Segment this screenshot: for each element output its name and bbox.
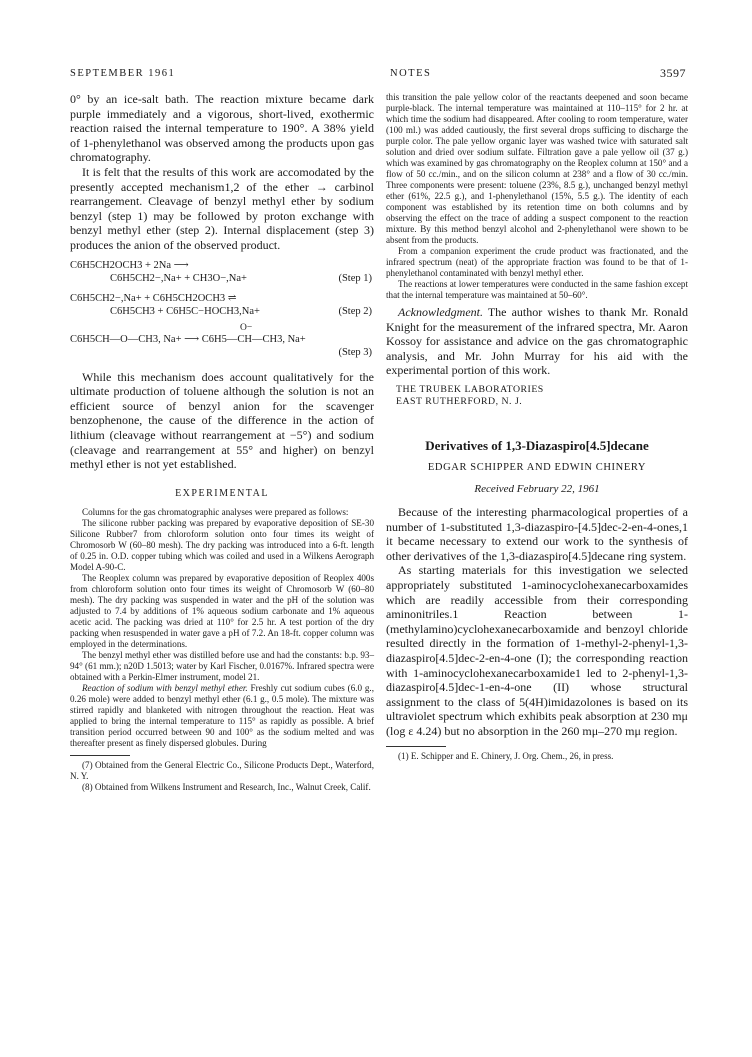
equation-2-line-a: C6H5CH2−,Na+ + C6H5CH2OCH3 ⇌	[70, 292, 237, 304]
received-date: Received February 22, 1961	[474, 482, 600, 495]
acknowledgment: Acknowledgment. The author wishes to thank Mr. Ronald Knight for the measurement of the infrared spectra, Mr. Aaron Kossoy for assistance and advice on the gas chromatographic analysis, and Mr. John Murray for his aid with the experimental portion of this work.	[386, 305, 688, 378]
running-header-section: NOTES	[390, 68, 432, 79]
exp-paragraph-ether: The benzyl methyl ether was distilled before use and had the constants: b.p. 93–94° (61 mm.); n20D 1.5013; water by Karl Fischer, 0.0167%. Infrared spectra were obtained with a Perkin-Elmer instrument, model 21.	[70, 649, 374, 682]
affiliation-city: EAST RUTHERFORD, N. J.	[396, 395, 523, 407]
right-column	[386, 92, 688, 762]
equation-step-3	[70, 323, 374, 360]
step-1-label: (Step 1)	[338, 273, 372, 285]
step-2-label: (Step 2)	[338, 306, 372, 318]
page-number: 3597	[660, 66, 686, 80]
paragraph-mechanism: It is felt that the results of this work are accomodated by the presently accepted mechanism1,2 of the ether → carbinol rearrangement. Cleavage of benzyl methyl ether by sodium benzyl (step 1) may be followed by proton exchange with benzyl methyl ether (step 2). Internal displacement (step 3) produces the anion of the observed product.	[70, 164, 374, 252]
affiliation-lab: THE TRUBEK LABORATORIES	[396, 383, 544, 395]
exp-paragraph-silicone: The silicone rubber packing was prepared by evaporative deposition of SE-30 Silicone Rubber7 from chloroform solution onto four times its weight of Chromosorb W (60–80 mesh). The dry packing was introduced into a 6-ft. length of 0.25 in. O.D. copper tubing which was coiled and used in a Wilkens Aerograph Model A-90-C.	[70, 517, 374, 572]
intro-paragraph: Because of the interesting pharmacological properties of a number of 1-substituted 1,3-diazaspiro-[4.5]dec-2-en-4-ones,1 it became necessary to extend our work to the synthesis of other derivatives of the 1,3-diazaspiro[4.5]decane ring system.	[386, 504, 688, 563]
footnote-7: (7) Obtained from the General Electric Co., Silicone Products Dept., Waterford, N. Y.	[70, 759, 374, 781]
equation-1-line-b: C6H5CH2−,Na+ + CH3O−,Na+ (Step 1)	[110, 273, 372, 285]
exp-paragraph-reoplex: The Reoplex column was prepared by evaporative deposition of Reoplex 400s from chloroform solution onto four times its weight of Chromosorb W (60–80 mesh). The dry packing was suspended in water and the pH of the solution was adjusted to 7.4 by additions of 1% aqueous sodium carbonate and 1% aqueous acetic acid. The packing was dried at 110° for 2.5 hr. A test portion of the dry packing when resuspended in water gave a pH of 7.2. An 18-ft. copper column was employed in the determinations.	[70, 572, 374, 649]
footnote-8: (8) Obtained from Wilkens Instrument and Research, Inc., Walnut Creek, Calif.	[82, 781, 371, 792]
article-title: Derivatives of 1,3-Diazaspiro[4.5]decane	[425, 437, 649, 453]
step-3-label: (Step 3)	[338, 347, 372, 359]
footnote-rule	[70, 755, 130, 756]
exp-paragraph-lower-temp: The reactions at lower temperatures were conducted in the same fashion except that the internal temperature was maintained at 50–60°.	[386, 279, 688, 300]
affiliation	[386, 384, 688, 408]
equation-step-2	[70, 292, 374, 319]
equation-3-line: C6H5CH—O—CH3, Na+ ⟶ C6H5—CH—CH3, Na+	[70, 333, 306, 345]
footnote-rule-right	[386, 746, 446, 747]
equation-1-line-a: C6H5CH2OCH3 + 2Na ⟶	[70, 259, 189, 271]
materials-paragraph: As starting materials for this investigation we selected appropriately substituted 1-aminocyclohexanecarboxamides which are readily accessible from their corresponding aminonitriles.1 Reaction between 1-(methylamino)cyclohexanecarboxamide and benzoyl chloride resulted directly in the formation of 1-methyl-2-phenyl-1,3-diazaspiro[4.5]dec-2-en-4-one (I); the corresponding reaction with 1-aminocyclohexanecarboxamide1 led to 2-phenyl-1,3-diazaspiro[4.5]dec-1-en-4-one (II) whose structural assignment to the class of 5(4H)imidazolones is based on its ultraviolet spectrum which exhibits peak absorption at 230 mμ (log ε 4.24) but no absorption in the 260 mμ–270 mμ region.	[386, 563, 688, 738]
running-header-date: SEPTEMBER 1961	[70, 68, 176, 79]
exp-paragraph-reaction: Reaction of sodium with benzyl methyl ether. Freshly cut sodium cubes (6.0 g., 0.26 mole) were added to benzyl methyl ether (6.1 g., 0.5 mole). The mixture was stirred rapidly and blanketed with nitrogen throughout the reaction. Heat was applied to bring the internal temperature to 115° as rapidly as possible. A brief transition period occurred between 90 and 100° as the sodium melted and was thereafter present as finely dispersed globules. During	[70, 682, 374, 748]
article-authors: EDGAR SCHIPPER AND EDWIN CHINERY	[427, 461, 647, 473]
equation-step-1	[70, 259, 374, 286]
exp-paragraph-continued: this transition the pale yellow color of the reactants deepened and soon became purple-black. The internal temperature was maintained at 110–115° for 2 hr. at which time the sodium had disappeared. After cooling to room temperature, water (100 ml.) was added cautiously, the first several drops sufficing to discharge the purple color. The pale yellow organic layer was washed twice with saturated salt solution and dried over sodium sulfate. Filtration gave a pale yellow oil (37 g.) which was examined by gas chromatography on the Reoplex column at 150° and a flow of 50 cc./min., and on the silicon column at 238° and a flow of 30 cc./min. Three components were present: toluene (23%, 8.5 g.), unchanged benzyl methyl ether (61%, 22.5 g.), and 1-phenylethanol (15%, 5.5 g.). The identity of each component was established by its retention time on both columns and by observing the effect on the trace of adding a suspect component to the reaction mixture. By this method benzyl alcohol and 2-phenylethanol were shown to be absent from the products.	[386, 92, 688, 245]
equation-2-line-b: C6H5CH3 + C6H5C−HOCH3,Na+ (Step 2)	[110, 306, 372, 318]
exp-paragraph-columns: Columns for the gas chromatographic analyses were prepared as follows:	[82, 506, 349, 517]
footnote-1: (1) E. Schipper and E. Chinery, J. Org. Chem., 26, in press.	[398, 751, 614, 762]
section-heading-experimental: EXPERIMENTAL	[175, 487, 269, 499]
paragraph-continued: 0° by an ice-salt bath. The reaction mixture became dark purple immediately and a vigorous, short-lived, exothermic reaction raised the internal temperature to 190°. A 38% yield of 1-phenylethanol was observed among the products upon gas chromatography.	[70, 92, 374, 165]
exp-paragraph-companion: From a companion experiment the crude product was fractionated, and the infrared spectrum (neat) of the appropriate fraction was found to be that of 1-phenylethanol contaminated with benzyl methyl ether.	[386, 246, 688, 278]
equation-3-anion: O−	[240, 322, 253, 333]
left-column	[70, 92, 374, 793]
paragraph-discussion: While this mechanism does account qualitatively for the ultimate production of toluene although the solution is not an efficient source of benzyl anion for the scavenger benzophenone, the cause of the difference in the action of lithium (cleavage without rearrangement at −5°) and sodium (cleavage and rearrangement at 55° and higher) on benzyl methyl ether is not yet established.	[70, 369, 374, 472]
